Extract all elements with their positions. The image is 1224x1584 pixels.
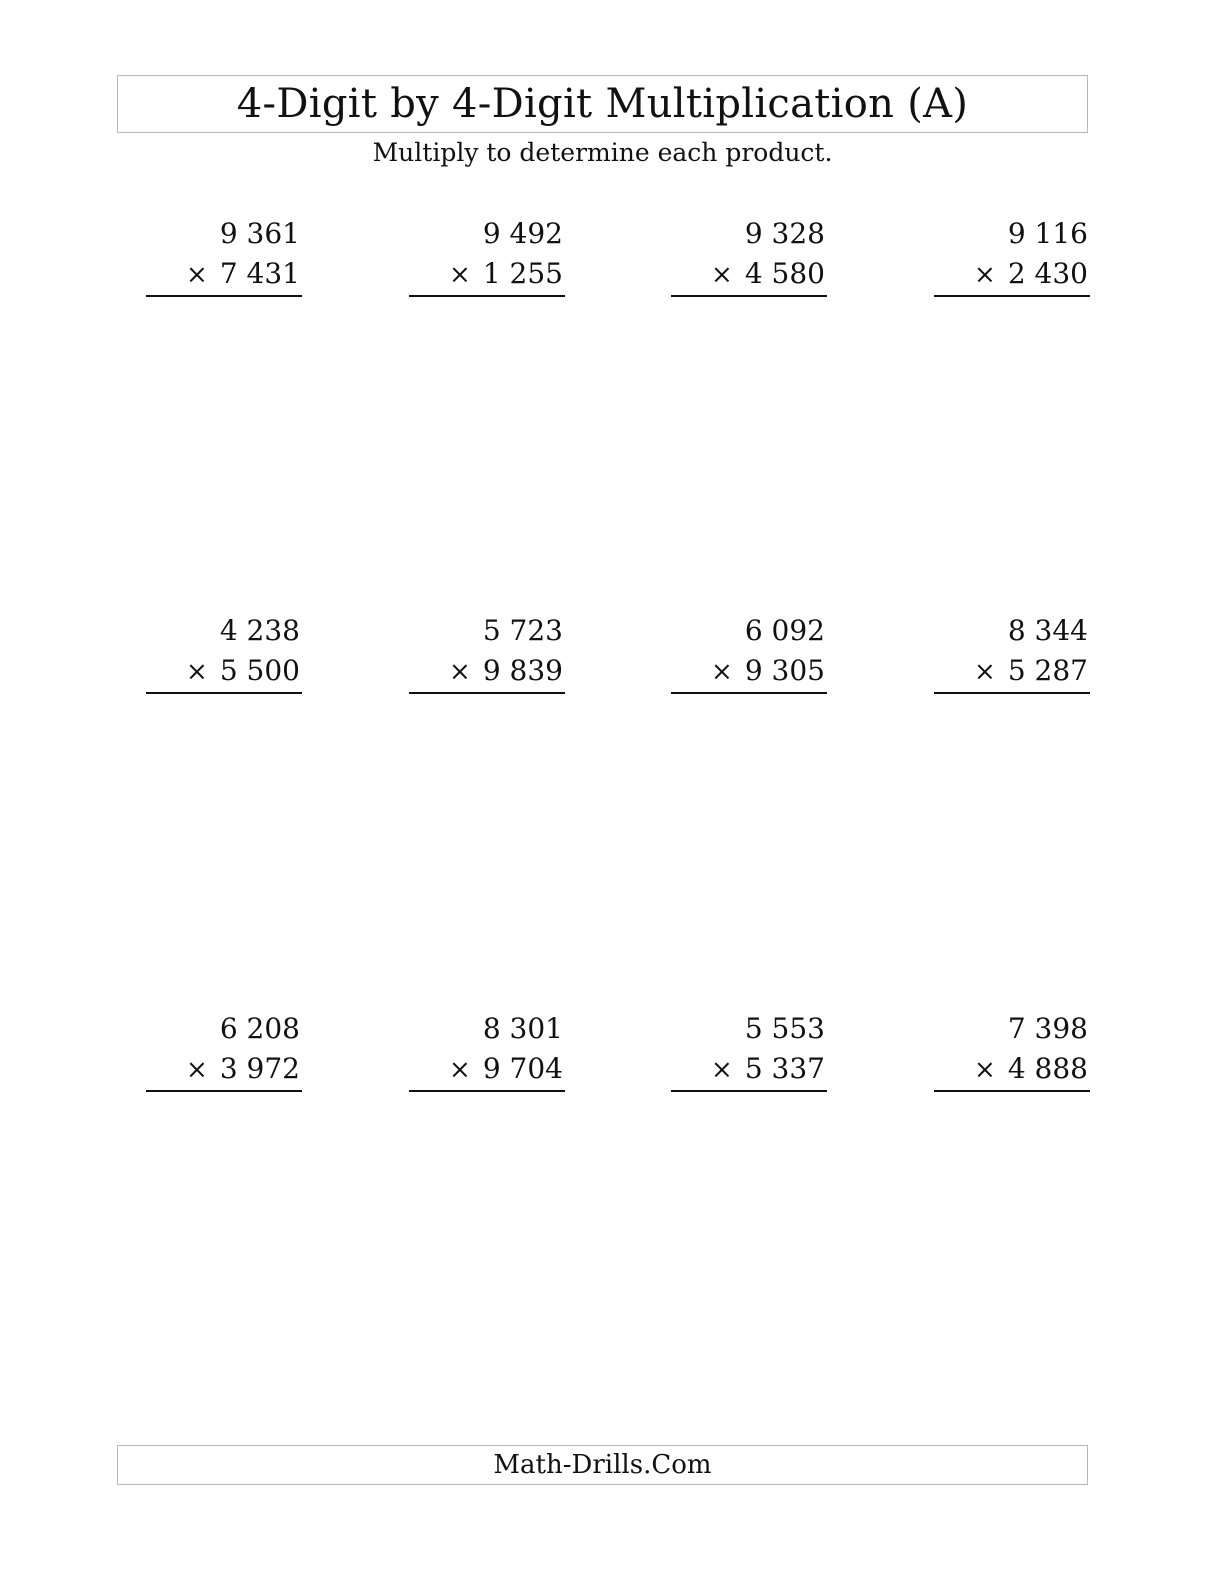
multiplier: 5 500 xyxy=(219,654,300,687)
multiplier-row xyxy=(409,1049,565,1092)
multiplier: 9 704 xyxy=(482,1052,563,1085)
footer-box xyxy=(117,1445,1088,1485)
multiplier: 5 287 xyxy=(1007,654,1088,687)
problem-2 xyxy=(409,214,565,297)
multiplier-row xyxy=(409,254,565,297)
instructions: Multiply to determine each product. xyxy=(372,138,833,167)
multiply-sign: × xyxy=(449,260,471,290)
multiplier-row xyxy=(671,254,827,297)
multiplier: 4 580 xyxy=(744,257,825,290)
problem-9 xyxy=(146,1009,302,1092)
problem-5 xyxy=(146,611,302,694)
multiplier-row xyxy=(146,254,302,297)
multiply-sign: × xyxy=(711,260,733,290)
multiplicand: 6 208 xyxy=(219,1012,300,1045)
problem-11 xyxy=(671,1009,827,1092)
problem-3 xyxy=(671,214,827,297)
multiplier: 2 430 xyxy=(1007,257,1088,290)
multiplier-row xyxy=(934,651,1090,694)
multiplicand: 6 092 xyxy=(744,614,825,647)
problem-12 xyxy=(934,1009,1090,1092)
multiplicand: 8 301 xyxy=(482,1012,563,1045)
problem-8 xyxy=(934,611,1090,694)
problem-4 xyxy=(934,214,1090,297)
multiply-sign: × xyxy=(974,657,996,687)
multiplier-row xyxy=(671,651,827,694)
multiply-sign: × xyxy=(449,657,471,687)
page-title: 4-Digit by 4-Digit Multiplication (A) xyxy=(236,81,969,127)
multiplicand: 9 116 xyxy=(1007,217,1088,250)
multiply-sign: × xyxy=(449,1055,471,1085)
multiplier-row xyxy=(146,1049,302,1092)
multiplicand: 5 553 xyxy=(744,1012,825,1045)
multiplier-row xyxy=(934,1049,1090,1092)
multiplier-row xyxy=(146,651,302,694)
multiplier: 7 431 xyxy=(219,257,300,290)
problem-7 xyxy=(671,611,827,694)
multiplier-row xyxy=(671,1049,827,1092)
multiplier: 9 305 xyxy=(744,654,825,687)
multiplier: 5 337 xyxy=(744,1052,825,1085)
footer-site: Math-Drills.Com xyxy=(493,1450,712,1480)
multiplier: 4 888 xyxy=(1007,1052,1088,1085)
multiplier: 3 972 xyxy=(219,1052,300,1085)
problem-10 xyxy=(409,1009,565,1092)
multiplicand: 9 492 xyxy=(482,217,563,250)
multiplicand: 8 344 xyxy=(1007,614,1088,647)
multiply-sign: × xyxy=(186,260,208,290)
problem-1 xyxy=(146,214,302,297)
title-box xyxy=(117,75,1088,133)
multiplicand: 9 328 xyxy=(744,217,825,250)
multiply-sign: × xyxy=(186,1055,208,1085)
multiply-sign: × xyxy=(974,260,996,290)
multiplier: 1 255 xyxy=(482,257,563,290)
multiplier-row xyxy=(409,651,565,694)
multiply-sign: × xyxy=(711,657,733,687)
multiplier: 9 839 xyxy=(482,654,563,687)
problem-6 xyxy=(409,611,565,694)
multiplicand: 5 723 xyxy=(482,614,563,647)
multiplicand: 7 398 xyxy=(1007,1012,1088,1045)
multiplicand: 9 361 xyxy=(219,217,300,250)
multiply-sign: × xyxy=(711,1055,733,1085)
multiply-sign: × xyxy=(186,657,208,687)
multiplicand: 4 238 xyxy=(219,614,300,647)
multiply-sign: × xyxy=(974,1055,996,1085)
multiplier-row xyxy=(934,254,1090,297)
